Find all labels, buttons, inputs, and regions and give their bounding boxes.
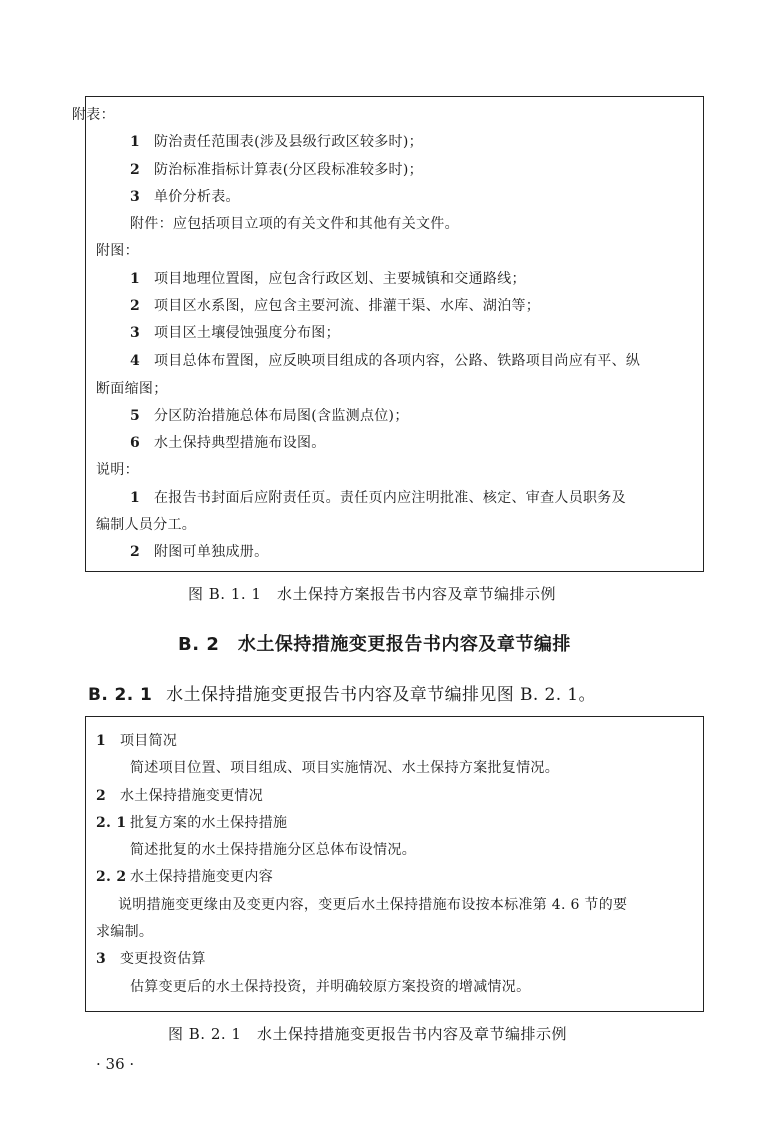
box1-line: 1 项目地理位置图，应包含行政区划、主要城镇和交通路线； xyxy=(130,271,526,287)
section-title-b2: B. 2 水土保持措施变更报告书内容及章节编排 xyxy=(178,634,571,655)
clause-b21: B. 2. 1 水土保持措施变更报告书内容及章节编排见图 B. 2. 1。 xyxy=(88,685,596,705)
box1-line: 3 项目区土壤侵蚀强度分布图； xyxy=(130,325,340,341)
box1-line: 附表： xyxy=(72,107,115,123)
box1-line: 附图： xyxy=(96,243,139,259)
figure-caption-b21: 图 B. 2. 1 水土保持措施变更报告书内容及章节编排示例 xyxy=(168,1025,567,1043)
box1-line: 2 附图可单独成册。 xyxy=(130,544,269,560)
box1-line: 编制人员分工。 xyxy=(96,517,197,533)
box1-line: 3 单价分析表。 xyxy=(130,189,240,205)
box1-line: 1 在报告书封面后应附责任页。责任页内应注明批准、核定、审查人员职务及 xyxy=(130,490,626,506)
box1-line: 断面缩图； xyxy=(96,381,168,397)
box1-line: 5 分区防治措施总体布局图(含监测点位)； xyxy=(130,408,409,424)
box2-line: 求编制。 xyxy=(96,924,154,940)
box2-line: 2. 2 水土保持措施变更内容 xyxy=(96,869,273,885)
page-number: · 36 · xyxy=(96,1055,135,1073)
box2-line: 说明措施变更缘由及变更内容，变更后水土保持措施布设按本标准第 4. 6 节的要 xyxy=(118,897,628,913)
box1-line: 6 水土保持典型措施布设图。 xyxy=(130,435,326,451)
box1-line: 2 防治标准指标计算表(分区段标准较多时)； xyxy=(130,162,423,178)
box2-line: 2 水土保持措施变更情况 xyxy=(96,788,263,804)
figure-caption-b11: 图 B. 1. 1 水土保持方案报告书内容及章节编排示例 xyxy=(188,585,556,603)
box2-line: 估算变更后的水土保持投资，并明确较原方案投资的增减情况。 xyxy=(130,979,531,995)
box2-line: 2. 1 批复方案的水土保持措施 xyxy=(96,815,288,831)
box2-line: 1 项目简况 xyxy=(96,733,178,749)
box2-line: 3 变更投资估算 xyxy=(96,951,206,967)
box1-line: 说明： xyxy=(96,462,139,478)
box2-line: 简述批复的水土保持措施分区总体布设情况。 xyxy=(130,842,416,858)
box1-line: 附件：应包括项目立项的有关文件和其他有关文件。 xyxy=(130,216,459,232)
box1-line: 2 项目区水系图，应包含主要河流、排灌干渠、水库、湖泊等； xyxy=(130,298,541,314)
box1-line: 1 防治责任范围表(涉及县级行政区较多时)； xyxy=(130,134,423,150)
box2-line: 简述项目位置、项目组成、项目实施情况、水土保持方案批复情况。 xyxy=(130,760,559,776)
box1-line: 4 项目总体布置图，应反映项目组成的各项内容，公路、铁路项目尚应有平、纵 xyxy=(130,353,641,369)
